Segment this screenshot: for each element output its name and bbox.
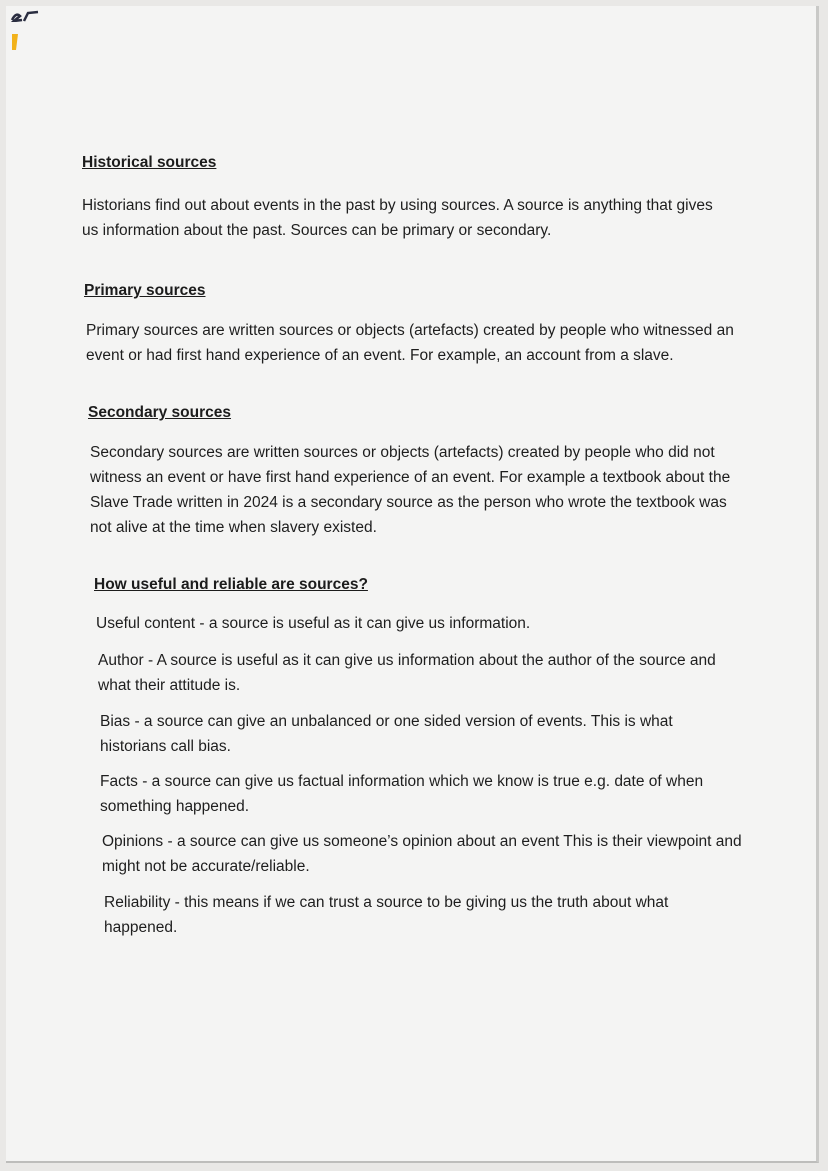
useful-item: Useful content - a source is useful as it can give us information.: [96, 615, 531, 632]
document-page: [6, 6, 819, 1163]
secondary-heading: Secondary sources: [88, 404, 232, 421]
page-title: Historical sources: [82, 154, 217, 171]
handwritten-mark: [10, 10, 40, 22]
primary-paragraph: Primary sources are written sources or objects (artefacts) created by people who witnessed an event or had first hand experience of an event. For example, an account from a slave.: [86, 322, 734, 364]
reliability-item: Reliability - this means if we can trust a source to be giving us the truth about what happened.: [104, 894, 669, 936]
secondary-paragraph: Secondary sources are written sources or objects (artefacts) created by people who did not witness an event or have first hand experience of an event. For example a textbook about the Slave Trade written in 2024 is a secondary source as the person who wrote the textbook was not alive at the time when slavery existed.: [90, 444, 731, 536]
primary-heading: Primary sources: [84, 282, 206, 299]
highlight-mark: [12, 34, 18, 50]
author-item: Author - A source is useful as it can give us information about the author of the source and what their attitude is.: [98, 652, 716, 694]
bias-item: Bias - a source can give an unbalanced or one sided version of events. This is what historians call bias.: [100, 713, 673, 755]
facts-item: Facts - a source can give us factual information which we know is true e.g. date of when something happened.: [100, 773, 704, 815]
useful-heading: How useful and reliable are sources?: [94, 576, 368, 593]
intro-paragraph: Historians find out about events in the past by using sources. A source is anything that gives us information about the past. Sources can be primary or secondary.: [82, 197, 713, 239]
opinions-item: Opinions - a source can give us someone’s opinion about an event This is their viewpoint and might not be accurate/reliable.: [102, 833, 742, 875]
